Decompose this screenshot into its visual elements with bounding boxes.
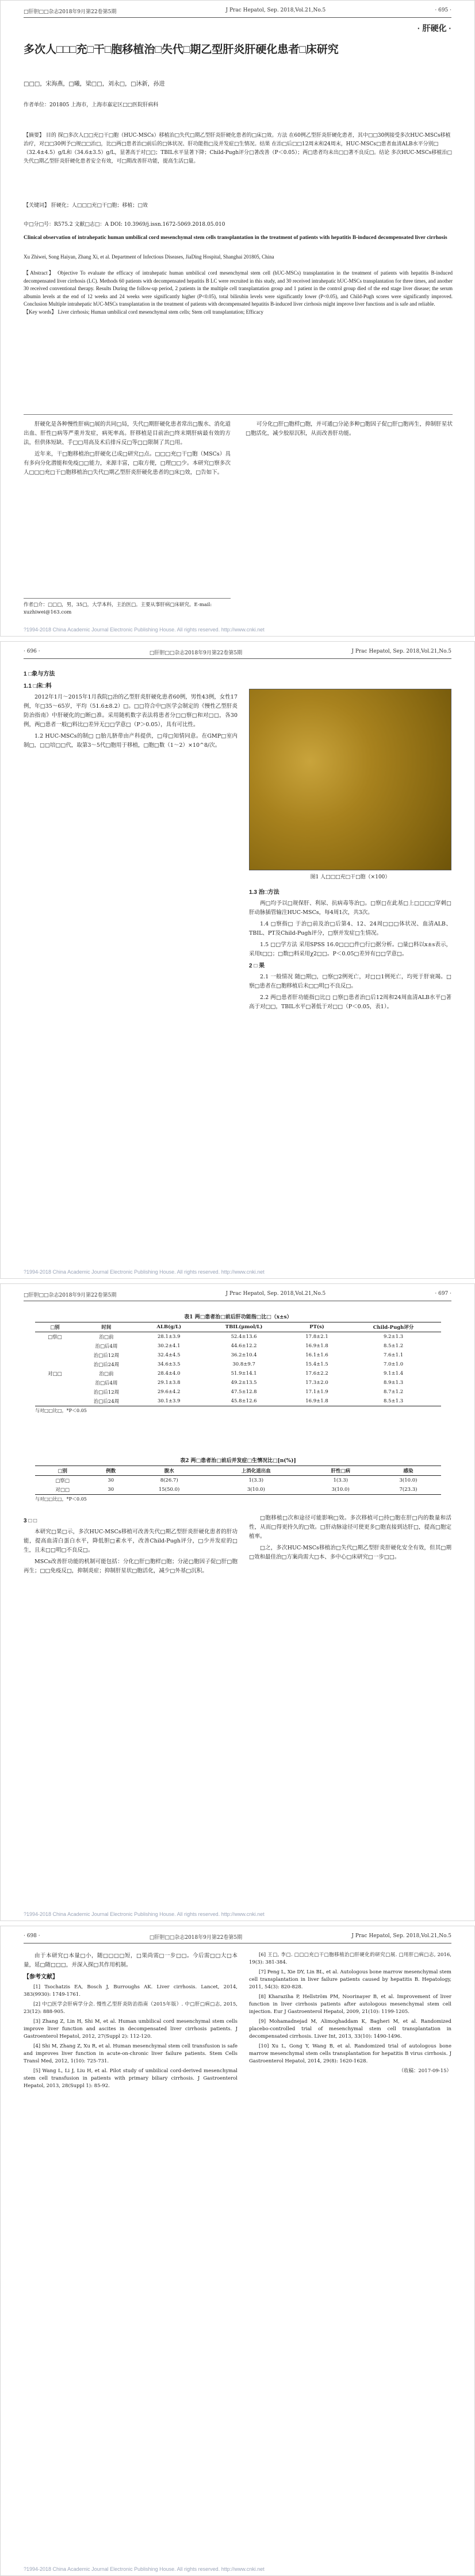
page2-left-col [24,667,238,753]
table-cell: 16.9±1.8 [305,1398,328,1404]
page-number: · 697 · [435,1291,451,1297]
table-row [35,1397,441,1406]
table-cell: 7.0±1.0 [384,1362,404,1367]
table-header-cell: 上消化道出血 [241,1468,271,1474]
cell-micrograph-figure [249,689,451,870]
table-cell: 16.9±1.8 [305,1343,328,1349]
page3-right-col [249,1514,451,1564]
table-cell: 治□后12周 [93,1353,120,1359]
footnote-divider [24,598,231,599]
table-cell: 3(10.0) [399,1478,417,1483]
paragraph: 本研究□果□示，多次HUC-MSCs移植可改善失代□期乙型肝炎肝硬化患者的肝功能，提高血清白蛋白水平，降低胆□素水平，改善Child-Pugh评分，□少并发症的□生，且未□□明□不良反□。 [24,1529,238,1553]
running-header [24,1291,451,1301]
page-number: · 695 · [435,7,451,13]
table-header-cell: PT(s) [309,1324,324,1330]
table-header-cell: □别 [58,1468,67,1474]
section-heading: 2 □ 果 [249,963,265,969]
table-cell: 17.6±2.2 [305,1371,328,1376]
table-cell: 8.5±1.2 [384,1343,404,1349]
subsection-heading: 1.3 治□方法 [249,889,279,896]
table-cell: 17.1±1.9 [305,1389,328,1395]
table-note: 与对□□比□，*P＜0.05 [35,1408,87,1413]
table-cell: 治□后4周 [95,1344,118,1349]
page-1 [0,0,475,637]
paragraph: 由于本研究□本量□小，随□□□□短，□果尚需□一步□□。今后需□□大□本量，延□随□□□，并深入探□其作用机制。 [24,1953,238,1968]
paragraph: 可分化□肝□胞样□胞，并可通□分泌多种□胞因子促□肝□胞再生，抑制肝星状□胞活化，减少胶原沉积，从而改善肝功能。 [246,421,453,437]
table-row [35,1369,441,1378]
table-row [35,1387,441,1397]
table-cell: □察□ [55,1478,70,1484]
reference-item: [6] 王□, 李□. □□□充□干□胞移植治□肝硬化的研究□展. □用肝□病□志, 2016, 19(3): 381-384. [249,1952,451,1965]
table-cell: 7.6±1.1 [384,1352,404,1358]
paragraph: MSCs改善肝功能的机制可能包括：分化□肝□胞样□胞；分泌□胞因子促□肝□胞再生；□□免疫反□，抑制炎症；抑制肝星状□胞活化，减少□外基□沉积。 [24,1559,238,1574]
reference-item: [10] Xu L, Gong Y, Wang B, et al. Randomized trial of autologous bone marrow mesenchymal stem cells transplantation for hepatitis B virus cirrhosis. J Gastroenterol Hepatol, 2014, 29(8): 1620-1628. [249,2043,451,2064]
table-cell: 30 [108,1487,114,1493]
table-cell: 29.6±4.2 [158,1389,181,1395]
table-cell: 34.6±3.5 [158,1362,181,1367]
running-header [24,649,451,659]
journal-header-center: J Prac Hepatol, Sep. 2018,Vol.21,No.5 [351,1933,451,1939]
table-cell: 28.1±3.9 [158,1334,181,1340]
table-cell: 30.2±4.1 [158,1343,181,1349]
section-tag: · 肝硬化 · [417,24,451,33]
table-cell: 36.2±10.4 [231,1352,257,1358]
en-title: Clinical observation of intrahepatic human umbilical cord mesenchymal stem cells transplantation in the treatment of patients with hepatitis B-induced decompensated liver cirrhosis [24,235,447,241]
table-header-cell: 例数 [106,1468,116,1474]
table-cell: 49.2±13.5 [231,1380,257,1386]
table-cell: 47.5±12.8 [231,1389,257,1395]
page-3 [0,1283,475,1921]
section-heading: 1 □象与方法 [24,671,55,677]
data-table [35,1466,441,1495]
table-cell: 7(23.3) [399,1487,417,1493]
table-caption: 表1 两□患者治□前后肝功能指□比□（x±s） [184,1314,292,1320]
table-cell [35,1378,75,1387]
paragraph: 2012年1月～2015年1月我院□治的乙型肝炎肝硬化患者60例，男性43例，女性17例，年□35～65岁，平均（51.6±8.2）□。□□符合中□医学会制定的《慢性乙型肝炎防治指南》中肝硬化的□断□准。采用随机数字表法将患者分□□察□和对□□，各30例，两□患者一般□料比□差异无□□学意□（P＞0.05），具有可比性。 [24,694,238,728]
en-keywords: 【Key words】 Liver cirrhosis; Human umbilical cord mesenchymal stem cells; Stem cell transplantation; Efficacy [24,308,263,315]
table-header-row [35,1466,441,1476]
journal-header-left: □肝胆□□杂志2018年9月第22卷第5期 [24,9,117,15]
table-cell: 治□前 [99,1371,114,1377]
table-cell: 32.4±4.5 [158,1352,181,1358]
reference-item: [2] 中□医学会肝病学分会. 慢性乙型肝炎防治指南（2015年版）. 中□肝□病□志, 2015, 23(12): 888-905. [24,2002,238,2015]
paragraph: 1.2 HUC-MSCs的制□ □胎儿脐带由产科提供，□母□知情同意。在GMP□室内制□，□□培□□代，取第3～5代□胞用于移植，□胞□数（1～2）×10^8/次。 [24,733,238,749]
paragraph: 2.2 两□患者肝功能指□比□ □察□患者治□后12周和24周血清ALB水平□著高于对□□，TBIL水平□著低于对□□（P＜0.05，表1）。 [249,994,451,1010]
table-cell: 17.8±2.1 [305,1334,328,1340]
section-heading: 3 □ □ [24,1518,37,1524]
table-cell: 44.6±12.2 [231,1343,257,1349]
table-2 [35,1456,441,1502]
running-header [24,1933,451,1943]
table-cell: 17.3±2.0 [305,1380,328,1386]
en-abstract-text: 【Abstract】 Objective To evaluate the efficacy of intrahepatic human umbilical cord mesenchymal stem cell (hUC-MSCs) transplantation in the treatment of patients with hepatitis B-induced decompensated liver cirrhosis (LC). Methods 60 patients with decompensated hepatitis B LC were recruited in this study, and 30 received intrahepatic hUC-MSCs transplantation for three times, and another 30 received conventional therapy. Results During the follow-up period, 2 patients in the multiple cell transplantation group and 1 patient in the control group died of the end stage liver disease; the serum albumin levels at the end of 12 weeks and 24 weeks were significantly higher (P<0.05), total bilirubin levels were significantly lower (P<0.05), and Child-Pugh scores were significantly improved. Conclusion Multiple intrahepatic hUC-MSCs transplantation in the treatment of patients with decompensated hepatitis B-induced liver cirrhosis might improve liver functions and is safe and reliable. [24,270,453,307]
author-footnote: 作者□介：□□□，男，35□，大学本科，主治医□。主要从事肝病□床研究。E-mail: xuzhiwei@163.com [24,602,212,615]
table-row [35,1485,441,1495]
table-cell [35,1387,75,1397]
table-cell: 30.1±3.9 [158,1398,181,1404]
journal-header-left: □肝胆□□杂志2018年9月第22卷第5期 [149,1935,243,1941]
table-cell: 治□后24周 [93,1399,120,1405]
table-header-cell: 肝性□病 [331,1468,351,1474]
table-cell: 52.4±13.6 [231,1334,257,1340]
table-cell [35,1397,75,1406]
paragraph: 1.5 □□学方法 采用SPSS 16.0□□□件□行□据分析。□量□料以x±s表示，采用t□□；□数□料采用χ2□□。P＜0.05□差异有□□学意□。 [249,942,451,957]
table-cell: 8.5±1.3 [384,1398,404,1404]
page1-right-col [246,420,453,441]
page1-left-col [24,420,231,480]
reference-item: [7] Peng L, Xie DY, Lin BL, et al. Autologous bone marrow mesenchymal stem cell transplantation in liver failure patients caused by hepatitis B. Hepatology, 2011, 54(3): 820-828. [249,1969,451,1990]
reference-item: [9] Mohamadnejad M, Alimoghaddam K, Bagheri M, et al. Randomized placebo-controlled trial of mesenchymal stem cell transplantation in decompensated cirrhosis. Liver Int, 2013, 33(10): 1490-1496. [249,2019,451,2039]
table-cell: 1(3.3) [333,1478,348,1483]
paragraph: 两□均予以□规保肝、利尿、抗病毒等治□。□察□在此基□上□□□□穿刺□肝动脉插管输注HUC-MSCs，每4周1次，共3次。 [249,900,451,916]
table-cell: 治□后24周 [93,1362,120,1368]
running-header [24,7,451,18]
table-cell: 15.4±1.5 [305,1362,328,1367]
table-row [35,1341,441,1351]
table-cell: 30.8±9.7 [232,1362,255,1367]
table-row [35,1360,441,1369]
reference-item: [4] Shi M, Zhang Z, Xu R, et al. Human mesenchymal stem cell transfusion is safe and improves liver function in acute-on-chronic liver failure patients. Stem Cells Transl Med, 2012, 1(10): 725-731. [24,2043,238,2064]
table-row [35,1332,441,1342]
reference-item: [3] Zhang Z, Lin H, Shi M, et al. Human umbilical cord mesenchymal stem cells improve liver function and ascites in decompensated liver cirrhosis patients. J Gastroenterol Hepatol, 2012, 27(Suppl 2): 112-120. [24,2019,238,2039]
table-cell [35,1341,75,1351]
watermark: ?1994-2018 China Academic Journal Electronic Publishing House. All rights reserved. http://www.cnki.net [24,1269,265,1275]
paragraph: 肝硬化是各种慢性肝病□展的共同□局，失代□期肝硬化患者常出□腹水、消化道出血、肝性□病等严重并发症，病死率高。肝移植是目前治□终末期肝病最有效的方法，但供体短缺、手□□用高及术后排斥反□等□□限制了其□用。 [24,421,231,446]
table-row [35,1476,441,1486]
table-cell: 9.1±1.4 [384,1371,404,1376]
page-2 [0,641,475,1279]
paragraph: □之，多次HUC-MSCs移植治□失代□期乙型肝炎肝硬化安全有效，但其□期□效和最佳治□方案尚需大□本、多中心□床研究□一步□□。 [249,1545,451,1560]
table-cell: 1(3.3) [248,1478,264,1483]
paragraph: 近年来，干□胞移植治□肝硬化已成□研究□点。□□□充□干□胞（MSCs）具有多向分化潜能和免疫□□能力，来源丰富，□取方便，□理□□少。本研究□察多次人□□□充□干□胞移植治□失代□期乙型肝炎肝硬化患者的□床□效，□告如下。 [24,451,231,476]
table-cell: 8(26.7) [160,1478,178,1483]
table-cell: □察□ [48,1335,62,1340]
table-header-row [35,1322,441,1332]
page-4 [0,1926,475,2576]
table-header-cell: □别 [50,1325,60,1331]
table-cell: 9.2±1.3 [384,1334,404,1340]
table-1 [35,1313,441,1414]
table-cell [35,1360,75,1369]
watermark: ?1994-2018 China Academic Journal Electronic Publishing House. All rights reserved. http://www.cnki.net [24,2566,265,2572]
data-table [35,1322,441,1406]
table-cell: 16.1±1.6 [305,1352,328,1358]
journal-header-left: □肝胆□□杂志2018年9月第22卷第5期 [24,1293,117,1298]
page4-right-col [249,1952,451,2077]
paragraph: □胞移植□次和途径可能影响□效。多次移植可□持□胞在肝□内的数量和活性，从而□得更持久的□效。□肝动脉途径可使更多□胞直接到达肝□，提高□胞定植率。 [249,1515,451,1540]
abstract-cn: 【摘要】 目的 探□多次人□□充□干□胞（HUC-MSCs）移植治□失代□期乙型肝炎肝硬化患者的□床□效。方法 在60例乙型肝炎肝硬化患者，其中□□30例接受多次HUC-MSCs移植治疗，对□□30例予□规□□治□，比□两□患者治□前后的□体状况、肝功能指□及并发症□生情况。结果 在治□后□□12周末和24周末，HUC-MSCs□患者血清ALB水平分别□（32.4±4.5）g/L和（34.6±3.5）g/L，显著高于对□□；TBIL水平显著下降；Child-Pugh评分□著改善（P＜0.05）；两□患者均未出□□著不良反□。结论 多次HUC-MSCs移植治□失代□期乙型肝炎肝硬化患者安全有效，可□期改善肝功能，提高生活□量。 [24,133,452,164]
page4-left-col [24,1952,238,2092]
journal-header-center: J Prac Hepatol, Sep. 2018,Vol.21,No.5 [225,7,326,13]
reference-item: [1] Tsochatzis EA, Bosch J, Burroughs AK. Liver cirrhosis. Lancet, 2014, 383(9930): 1749-1761. [24,1984,238,1997]
table-cell: 51.9±14.1 [231,1371,257,1376]
paragraph: 1.4 □察指□ 于治□前及治□后第4、12、24周□□□体状况、血清ALB、TBIL、PT及Child-Pugh评分，□察并发症□生情况。 [249,921,451,936]
table-cell: 15(50.0) [158,1487,180,1493]
en-authors: Xu Zhiwei, Song Haiyan, Zhang Xi, et al. Department of Infectious Diseases, JiaDing Hospital, Shanghai 201805, China [24,254,274,260]
table-cell: 29.1±3.8 [158,1380,181,1386]
page-number: · 698 · [24,1933,40,1939]
paragraph: 2.1 一般情况 随□期□，□察□2例死亡，对□□1例死亡，均死于肝衰竭。□察□患者在□胞移植后未□□明□不良反□。 [249,974,451,989]
received-date: （收稿：2017-09-15） [399,2068,451,2074]
table-note: 与对□□比□，*P＜0.05 [35,1497,87,1502]
paper-authors: □□□，宋海燕，□曦，梁□□，刘永□，□沐新，孙进 [24,81,165,87]
divider [24,414,453,415]
table-header-cell: 时间 [101,1325,112,1331]
table-cell: 8.9±1.3 [384,1380,404,1386]
table-cell: 对□□ [48,1371,62,1377]
table-cell: 治□前 [99,1335,114,1340]
table-cell: 对□□ [55,1487,70,1493]
journal-header-center: J Prac Hepatol, Sep. 2018,Vol.21,No.5 [351,649,451,654]
paper-affiliation: 作者单位：201805 上海市，上海市嘉定区□□医院肝病科 [24,102,159,108]
table-header-cell: ALB(g/L) [156,1324,182,1330]
page3-left-col [24,1514,238,1578]
table-cell: 治□后4周 [95,1380,118,1386]
reference-item: [5] Wang L, Li J, Liu H, et al. Pilot study of umbilical cord-derived mesenchymal stem cell transfusion in patients with primary biliary cirrhosis. J Gastroenterol Hepatol, 2013, 28(Suppl 1): 85-92. [24,2068,238,2089]
en-abstract [24,269,453,316]
table-header-cell: 感染 [403,1468,413,1474]
journal-header-center: J Prac Hepatol, Sep. 2018,Vol.21,No.5 [225,1291,326,1297]
table-cell: 3(10.0) [331,1487,350,1493]
watermark: ?1994-2018 China Academic Journal Electronic Publishing House. All rights reserved. http://www.cnki.net [24,627,265,633]
table-row [35,1378,441,1387]
table-cell: 3(10.0) [247,1487,265,1493]
paper-title: 多次人□□□充□干□胞移植治□失代□期乙型肝炎肝硬化患者□床研究 [24,44,339,56]
table-cell [35,1351,75,1360]
table-cell: 28.4±4.0 [158,1371,181,1376]
clc-doi: 中□分□号：R575.2 文献□志□：A DOI: 10.3969/j.issn.1672-5069.2018.05.010 [24,222,225,227]
keywords-cn: 【关键词】 肝硬化；人□□□充□干□胞；移植；□效 [24,203,148,209]
table-header-cell: Child-Pugh评分 [373,1325,414,1331]
table-cell: 治□后12周 [93,1390,120,1395]
references-heading: 【参考文献】 [24,1974,58,1980]
table-header-cell: TBIL(μmol/L) [225,1324,263,1330]
figure-caption: 图1 人□□□充□干□胞（×100） [310,874,390,880]
table-row [35,1351,441,1360]
page-number: · 696 · [24,649,40,654]
table-cell: 45.8±12.6 [231,1398,257,1404]
table-cell: 8.7±1.2 [384,1389,404,1395]
reference-item: [8] Kharaziha P, Hellström PM, Noorinayer B, et al. Improvement of liver function in liver cirrhosis patients after autologous mesenchymal stem cell injection. Eur J Gastroenterol Hepatol, 2009, 21(10): 1199-1205. [249,1994,451,2015]
table-header-cell: 腹水 [164,1468,174,1474]
table-cell: 30 [108,1478,114,1483]
subsection-heading: 1.1 □床□料 [24,683,52,689]
journal-header-left: □肝胆□□杂志2018年9月第22卷第5期 [149,650,243,656]
watermark: ?1994-2018 China Academic Journal Electronic Publishing House. All rights reserved. http://www.cnki.net [24,1911,265,1917]
table-caption: 表2 两□患者治□前后并发症□生情况比□[n(%)] [180,1458,296,1464]
page2-right-col [249,885,451,1014]
